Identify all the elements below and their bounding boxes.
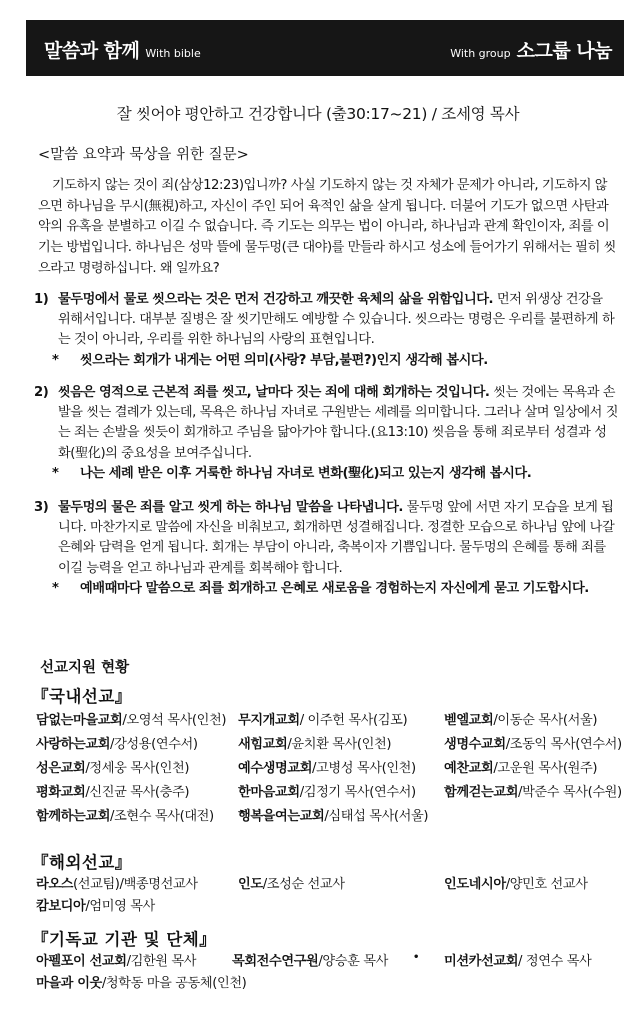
mission-entry: [444, 781, 622, 800]
missionary-name: /조성순 선교사: [262, 877, 345, 892]
point-text: 씻는 것에는 목욕과 손발을 씻는 결례가 있는데, 목욕은 하나님 자녀로 구원받는 세례를 의미합니다. 그러나 살며 일상에서 짓는 죄는 손발을 씻듯이 회개하고 주님을 닮아가야 합니다.(요13:10) 씻음을 통해 죄로부터 성결과 성화(聖化)의 중요성을 보여주십니다.: [58, 385, 618, 461]
point-2: [34, 383, 618, 484]
church-name: 담없는마을교회: [36, 713, 123, 728]
header-left-subtitle: With bible: [145, 47, 201, 60]
mission-entry: [36, 709, 226, 728]
intro-paragraph: [38, 176, 616, 280]
mission-entry: [444, 709, 597, 728]
mission-entry: [238, 873, 345, 892]
pastor-name: /오영석 목사(인천): [122, 713, 227, 728]
pastor-name: /김정기 목사(연수서): [299, 785, 416, 800]
bullet-separator: •: [413, 952, 419, 963]
mission-entry: [36, 895, 155, 914]
list-item: [36, 781, 626, 803]
organization-name: 미션카선교회: [444, 954, 519, 969]
mission-entry: [36, 873, 198, 892]
pastor-name: / 이주헌 목사(김포): [299, 713, 408, 728]
mission-country: 캄보디아: [36, 899, 86, 914]
point-main-statement: 씻음은 영적으로 근본적 죄를 씻고, 날마다 짓는 죄에 대해 회개하는 것입니다.: [58, 385, 490, 400]
church-name: 벧엘교회: [444, 713, 494, 728]
mission-entry: [36, 950, 196, 969]
church-name: 사랑하는교회: [36, 737, 111, 752]
question-text: 나는 세례 받은 이후 거룩한 하나님 자녀로 변화(聖化)되고 있는지 생각해 봅시다.: [80, 465, 532, 481]
missionary-name: (선교팀)/백종명선교사: [73, 877, 198, 892]
mission-entry: [444, 733, 622, 752]
pastor-name: /심태섭 목사(서울): [324, 809, 429, 824]
question-text: 예배때마다 말씀으로 죄를 회개하고 은혜로 새로움을 경험하는지 자신에게 묻고 기도합시다.: [80, 580, 589, 596]
reflection-question: [52, 579, 618, 599]
missionary-name: /엄미영 목사: [85, 899, 155, 914]
pastor-name: /박준수 목사(수원): [518, 785, 622, 800]
mission-entry: [36, 733, 198, 752]
mission-entry: [238, 781, 416, 800]
pastor-name: /강성용(연수서): [110, 737, 198, 752]
church-name: 함께하는교회: [36, 809, 111, 824]
missions-title: 선교지원 현황: [40, 660, 130, 676]
mission-country: 라오스: [36, 877, 74, 892]
point-1: [34, 290, 618, 371]
organization-name: 아펠포이 선교회: [36, 954, 127, 969]
contact-name: /김한원 목사: [126, 954, 197, 969]
pastor-name: /정세웅 목사(인천): [85, 761, 190, 776]
sermon-title: 잘 씻어야 평안하고 건강합니다 (출30:17~21) / 조세영 목사: [116, 105, 520, 123]
mission-entry: [238, 709, 407, 728]
asterisk-marker: *: [52, 352, 59, 368]
organization-name: 목회전수연구원: [232, 954, 319, 969]
church-name: 무지개교회: [238, 713, 300, 728]
header-right-subtitle: With group: [450, 47, 511, 60]
point-number: 3): [34, 500, 49, 515]
missionary-name: /양민호 선교사: [505, 877, 588, 892]
header-left: [44, 36, 207, 63]
pastor-name: /고병성 목사(인천): [312, 761, 416, 776]
list-item: [36, 873, 626, 895]
domestic-missions-label: 『국내선교』: [32, 687, 132, 706]
pastor-name: /이동순 목사(서울): [493, 713, 598, 728]
point-main-statement: 물두멍에서 물로 씻으라는 것은 먼저 건강하고 깨끗한 육체의 삶을 위함입니다.: [58, 292, 494, 307]
church-name: 새힘교회: [238, 737, 288, 752]
reflection-question: [52, 464, 618, 484]
mission-entry: [444, 950, 591, 969]
header-right: [444, 36, 612, 63]
list-item: [36, 895, 626, 917]
organization-name: 마을과 이웃: [36, 976, 102, 991]
point-text: 먼저 위생상 건강을 위해서입니다. 대부분 질병은 잘 씻기만해도 예방할 수 있습니다. 씻으라는 명령은 우리를 불편하게 하는 것이 아니라, 우리를 위한 하나님의 사랑의 표현입니다.: [58, 292, 615, 348]
pastor-name: /조현수 목사(대전): [110, 809, 214, 824]
list-item: [36, 757, 626, 779]
list-item: [36, 733, 626, 755]
church-name: 생명수교회: [444, 737, 506, 752]
contact-name: /청학동 마을 공동체(인천): [101, 976, 247, 991]
contact-name: /양승훈 목사: [318, 954, 388, 969]
church-name: 함께걷는교회: [444, 785, 519, 800]
reflection-question: [52, 351, 618, 371]
point-main-statement: 물두멍의 물은 죄를 알고 씻게 하는 하나님 말씀을 나타냅니다.: [58, 500, 403, 515]
church-name: 한마음교회: [238, 785, 300, 800]
mission-entry: [238, 733, 391, 752]
mission-entry: [36, 805, 214, 824]
header-banner: [26, 20, 624, 76]
point-text: 물두멍 앞에 서면 자기 모습을 보게 됩니다. 마찬가지로 말씀에 자신을 비춰보고, 회개하면 성결해집니다. 정결한 모습으로 하나님 앞에 나갈 은혜와 담력을 얻게 됩니다. 회개는 부담이 아니라, 축복이자 기쁨입니다. 물두멍의 은혜를 통해 죄를 이길 능력을 얻고 하나님과 관계를 회복해야 합니다.: [58, 500, 615, 576]
point-number: 1): [34, 292, 49, 307]
mission-entry: [238, 805, 428, 824]
asterisk-marker: *: [52, 580, 59, 596]
intro-text: 기도하지 않는 것이 죄(삼상12:23)입니까? 사실 기도하지 않는 것 자체가 문제가 아니라, 기도하지 않으면 하나님을 무시(無視)하고, 자신이 주인 되어 육적인 삶을 살게 됩니다. 더불어 기도가 없으면 사탄과 악의 유혹을 분별하고 이길 수 없습니다. 즉 기도는 의무는 법이 아니라, 하나님과 관계 확인이자, 죄를 이기는 방법입니다. 하나님은 성막 뜰에 물두멍(큰 대야)를 만들라 하시고 성소에 들어가기 위해서는 필히 씻으라고 명령하십니다. 왜 일까요?: [38, 178, 616, 276]
list-item: [36, 709, 626, 731]
overseas-missions-label: 『해외선교』: [32, 853, 132, 872]
questions-subheading: <말씀 요약과 묵상을 위한 질문>: [38, 147, 249, 163]
mission-entry: [36, 781, 189, 800]
mission-country: 인도: [238, 877, 263, 892]
pastor-name: /윤치환 목사(인천): [287, 737, 392, 752]
mission-entry: [36, 757, 189, 776]
organizations-label: 『기독교 기관 및 단체』: [32, 930, 217, 949]
pastor-name: /신진균 목사(충주): [85, 785, 190, 800]
list-item: [36, 950, 626, 972]
list-item: [36, 972, 626, 994]
asterisk-marker: *: [52, 465, 59, 481]
question-text: 씻으라는 회개가 내게는 어떤 의미(사랑? 부담,불편?)인지 생각해 봅시다.: [80, 352, 488, 368]
church-name: 평화교회: [36, 785, 86, 800]
church-name: 예수생명교회: [238, 761, 313, 776]
mission-entry: [444, 757, 597, 776]
church-name: 성은교회: [36, 761, 86, 776]
point-3: [34, 498, 618, 599]
mission-entry: [232, 950, 388, 969]
header-left-title: 말씀과 함께: [44, 40, 140, 62]
church-name: 예찬교회: [444, 761, 494, 776]
contact-name: / 정연수 목사: [518, 954, 592, 969]
mission-country: 인도네시아: [444, 877, 506, 892]
mission-entry: [238, 757, 416, 776]
pastor-name: /고운원 목사(원주): [493, 761, 598, 776]
point-number: 2): [34, 385, 49, 400]
header-right-title: 소그룹 나눔: [516, 40, 612, 62]
mission-entry: [36, 972, 246, 991]
mission-entry: [444, 873, 588, 892]
list-item: [36, 805, 626, 827]
church-name: 행복을여는교회: [238, 809, 325, 824]
pastor-name: /조동익 목사(연수서): [505, 737, 622, 752]
